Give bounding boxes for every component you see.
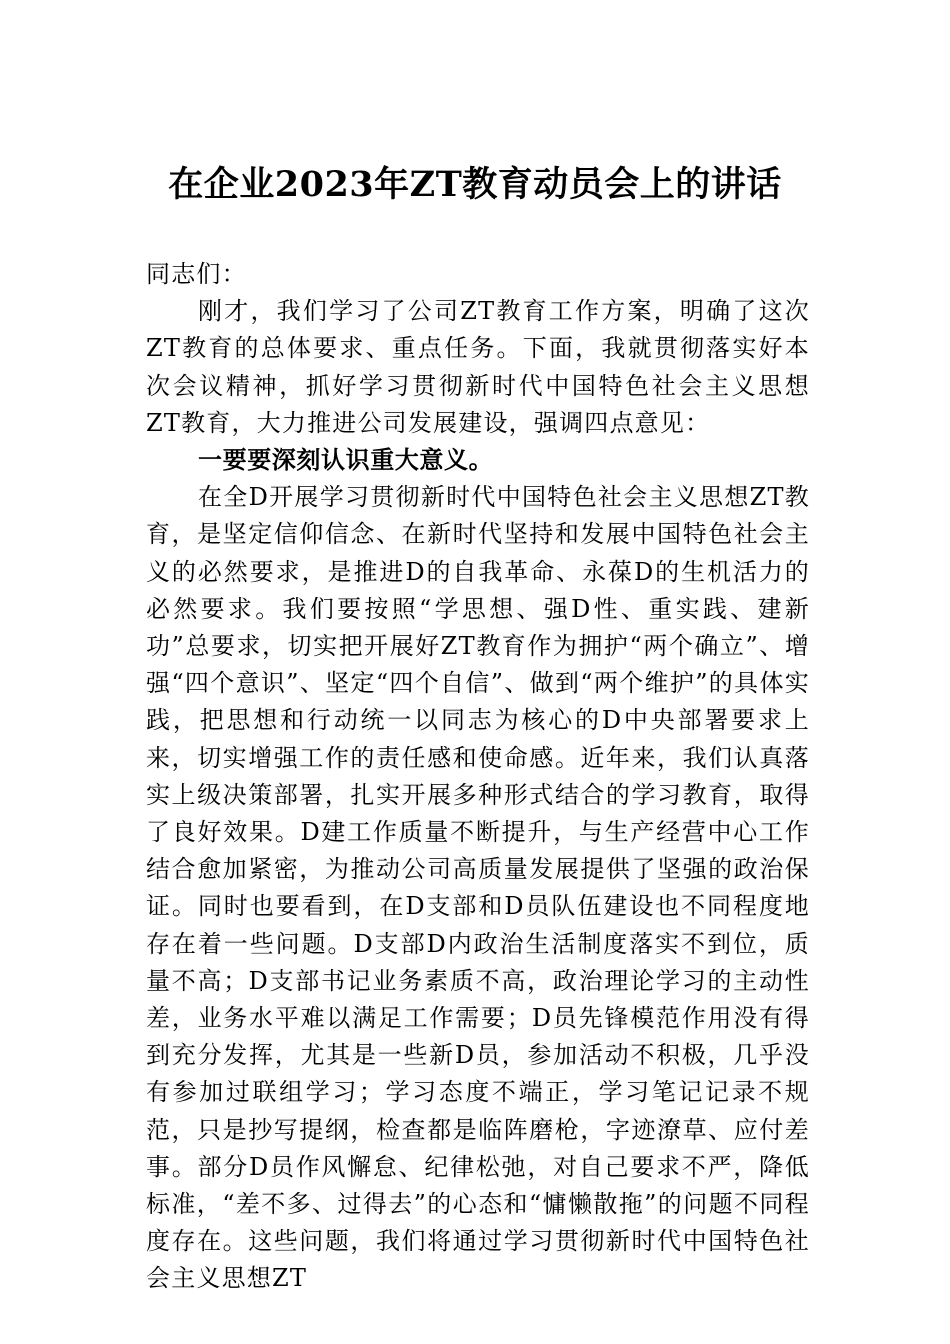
paragraph-body: 在全D开展学习贯彻新时代中国特色社会主义思想ZT教育，是坚定信仰信念、在新时代坚持和发展中国特色社会主义的必然要求，是推进D的自我革命、永葆D的生机活力的必然要求。我们要按照“学思想、强D性、重实践、建新功”总要求，切实把开展好ZT教育作为拥护“两个确立”、增强“四个意识”、坚定“四个自信”、做到“两个维护”的具体实践，把思想和行动统一以同志为核心的D中央部署要求上来，切实增强工作的责任感和使命感。近年来，我们认真落实上级决策部署，扎实开展多种形式结合的学习教育，取得了良好效果。D建工作质量不断提升，与生产经营中心工作结合愈加紧密，为推动公司高质量发展提供了坚强的政治保证。同时也要看到，在D支部和D员队伍建设也不同程度地存在着一些问题。D支部D内政治生活制度落实不到位，质量不高；D支部书记业务素质不高，政治理论学习的主动性差，业务水平难以满足工作需要；D员先锋模范作用没有得到充分发挥，尤其是一些新D员，参加活动不积极，几乎没有参加过联组学习；学习态度不端正，学习笔记记录不规范，只是抄写提纲，检查都是临阵磨枪，字迹潦草、应付差事。部分D员作风懈怠、纪律松弛，对自己要求不严，降低标准，“差不多、过得去”的心态和“慵懒散拖”的问题不同程度存在。这些问题，我们将通过学习贯彻新时代中国特色社会主义思想ZT (146, 483, 810, 1293)
document-body (146, 256, 810, 1298)
salutation: 同志们： (146, 260, 247, 288)
section-heading: 一要要深刻认识重大意义。 (198, 446, 494, 475)
document-title: 在企业2023年ZT教育动员会上的讲话 (168, 164, 782, 205)
paragraph-intro: 刚才，我们学习了公司ZT教育工作方案，明确了这次ZT教育的总体要求、重点任务。下面，我就贯彻落实好本次会议精神，抓好学习贯彻新时代中国特色社会主义思想ZT教育，大力推进公司发展建设，强调四点意见： (146, 297, 810, 437)
